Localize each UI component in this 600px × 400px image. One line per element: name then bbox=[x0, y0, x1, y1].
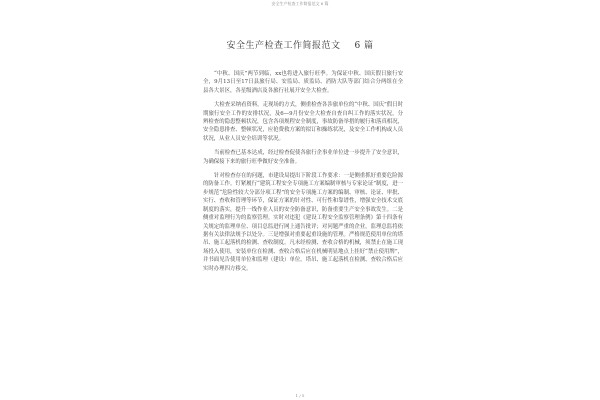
title-count: 6 篇 bbox=[354, 41, 374, 51]
paragraph-intro: “中秋、国庆”两节到临，xx也将进入旅行旺季。为保证中秋、国庆假日旅行安全，9月13日至17日县旅行局、安监局、质监局、消防大队等部门结合分两组在全县各大景区，各星级酒店及各旅行社展开安全大检查。 bbox=[203, 71, 403, 94]
paragraph-result: 当前检查已基本达成，经过检查促使各旅行企事业单位进一步提升了安全意识，为确保接下来的旅行旺季做好安全准备。 bbox=[203, 150, 403, 165]
page-number: 1 / 5 bbox=[295, 393, 305, 398]
document-title bbox=[0, 38, 600, 51]
paragraph-method: 大检查采纳看资料，走现场的方式，侧重检查各涉旅单位的“中秋、国庆”假日时期旅行安全工作的安排状况，及6—9月份安全大检查自查自纠工作的落实状况，分辨检查的隐患整顿状况，包含各项规程安全制度，事故防备举措的履行和落真相况，安全隐患排查、整顿状况，应抢费救方案的拟订和操练状况，及安全工作机构或人员状况，从业人员安全培训等状况。 bbox=[203, 102, 403, 142]
page-header: 安全生产检查工作简报范文 6 篇 bbox=[271, 1, 329, 6]
document-body bbox=[203, 70, 403, 279]
title-text: 安全生产检查工作简报范文 bbox=[226, 41, 341, 51]
paragraph-requirements: 针对检查存在的问题，市建设局提出下阶段工作要求：一是侧重抓好重要危险源的防备工作。钉紧履行“建筑工程安全专项施工方案编制审核与专家论证”制度，进一步规范“危险性较大分部分项工程”的安全专项施工方案的编制、审核、论证、审批、实行、查收和管理等环节，保证方案的针对性、可行性和靠谱性，增强安全技术交底制度的落实，提升一线作业人员的安全防备意识，防备重要生产安全事故发生。二是侧重对监理行为的监察管理。实时对违犯《建设工程安全监察管理条例》第十四条有关规定的监理单位、项目总监进行网上通告批评；对问题严重的企业，监理总监将依据有关法律法规予以处分。三是增强对重要起重设施的管理。严格规范使用单位的塔吊、施工起落机的检测、查收制度。凡未经检测、查收合格的机械，须禁止在施工现场投入使用，安装单位在检测、查收合格后应在机械明显地点上挂好“禁止使用牌”，并书面见告使用单位和监理（建设）单位。塔吊、施工起落机在检测、查收合格后应实时办理四方移交。 bbox=[203, 173, 403, 272]
